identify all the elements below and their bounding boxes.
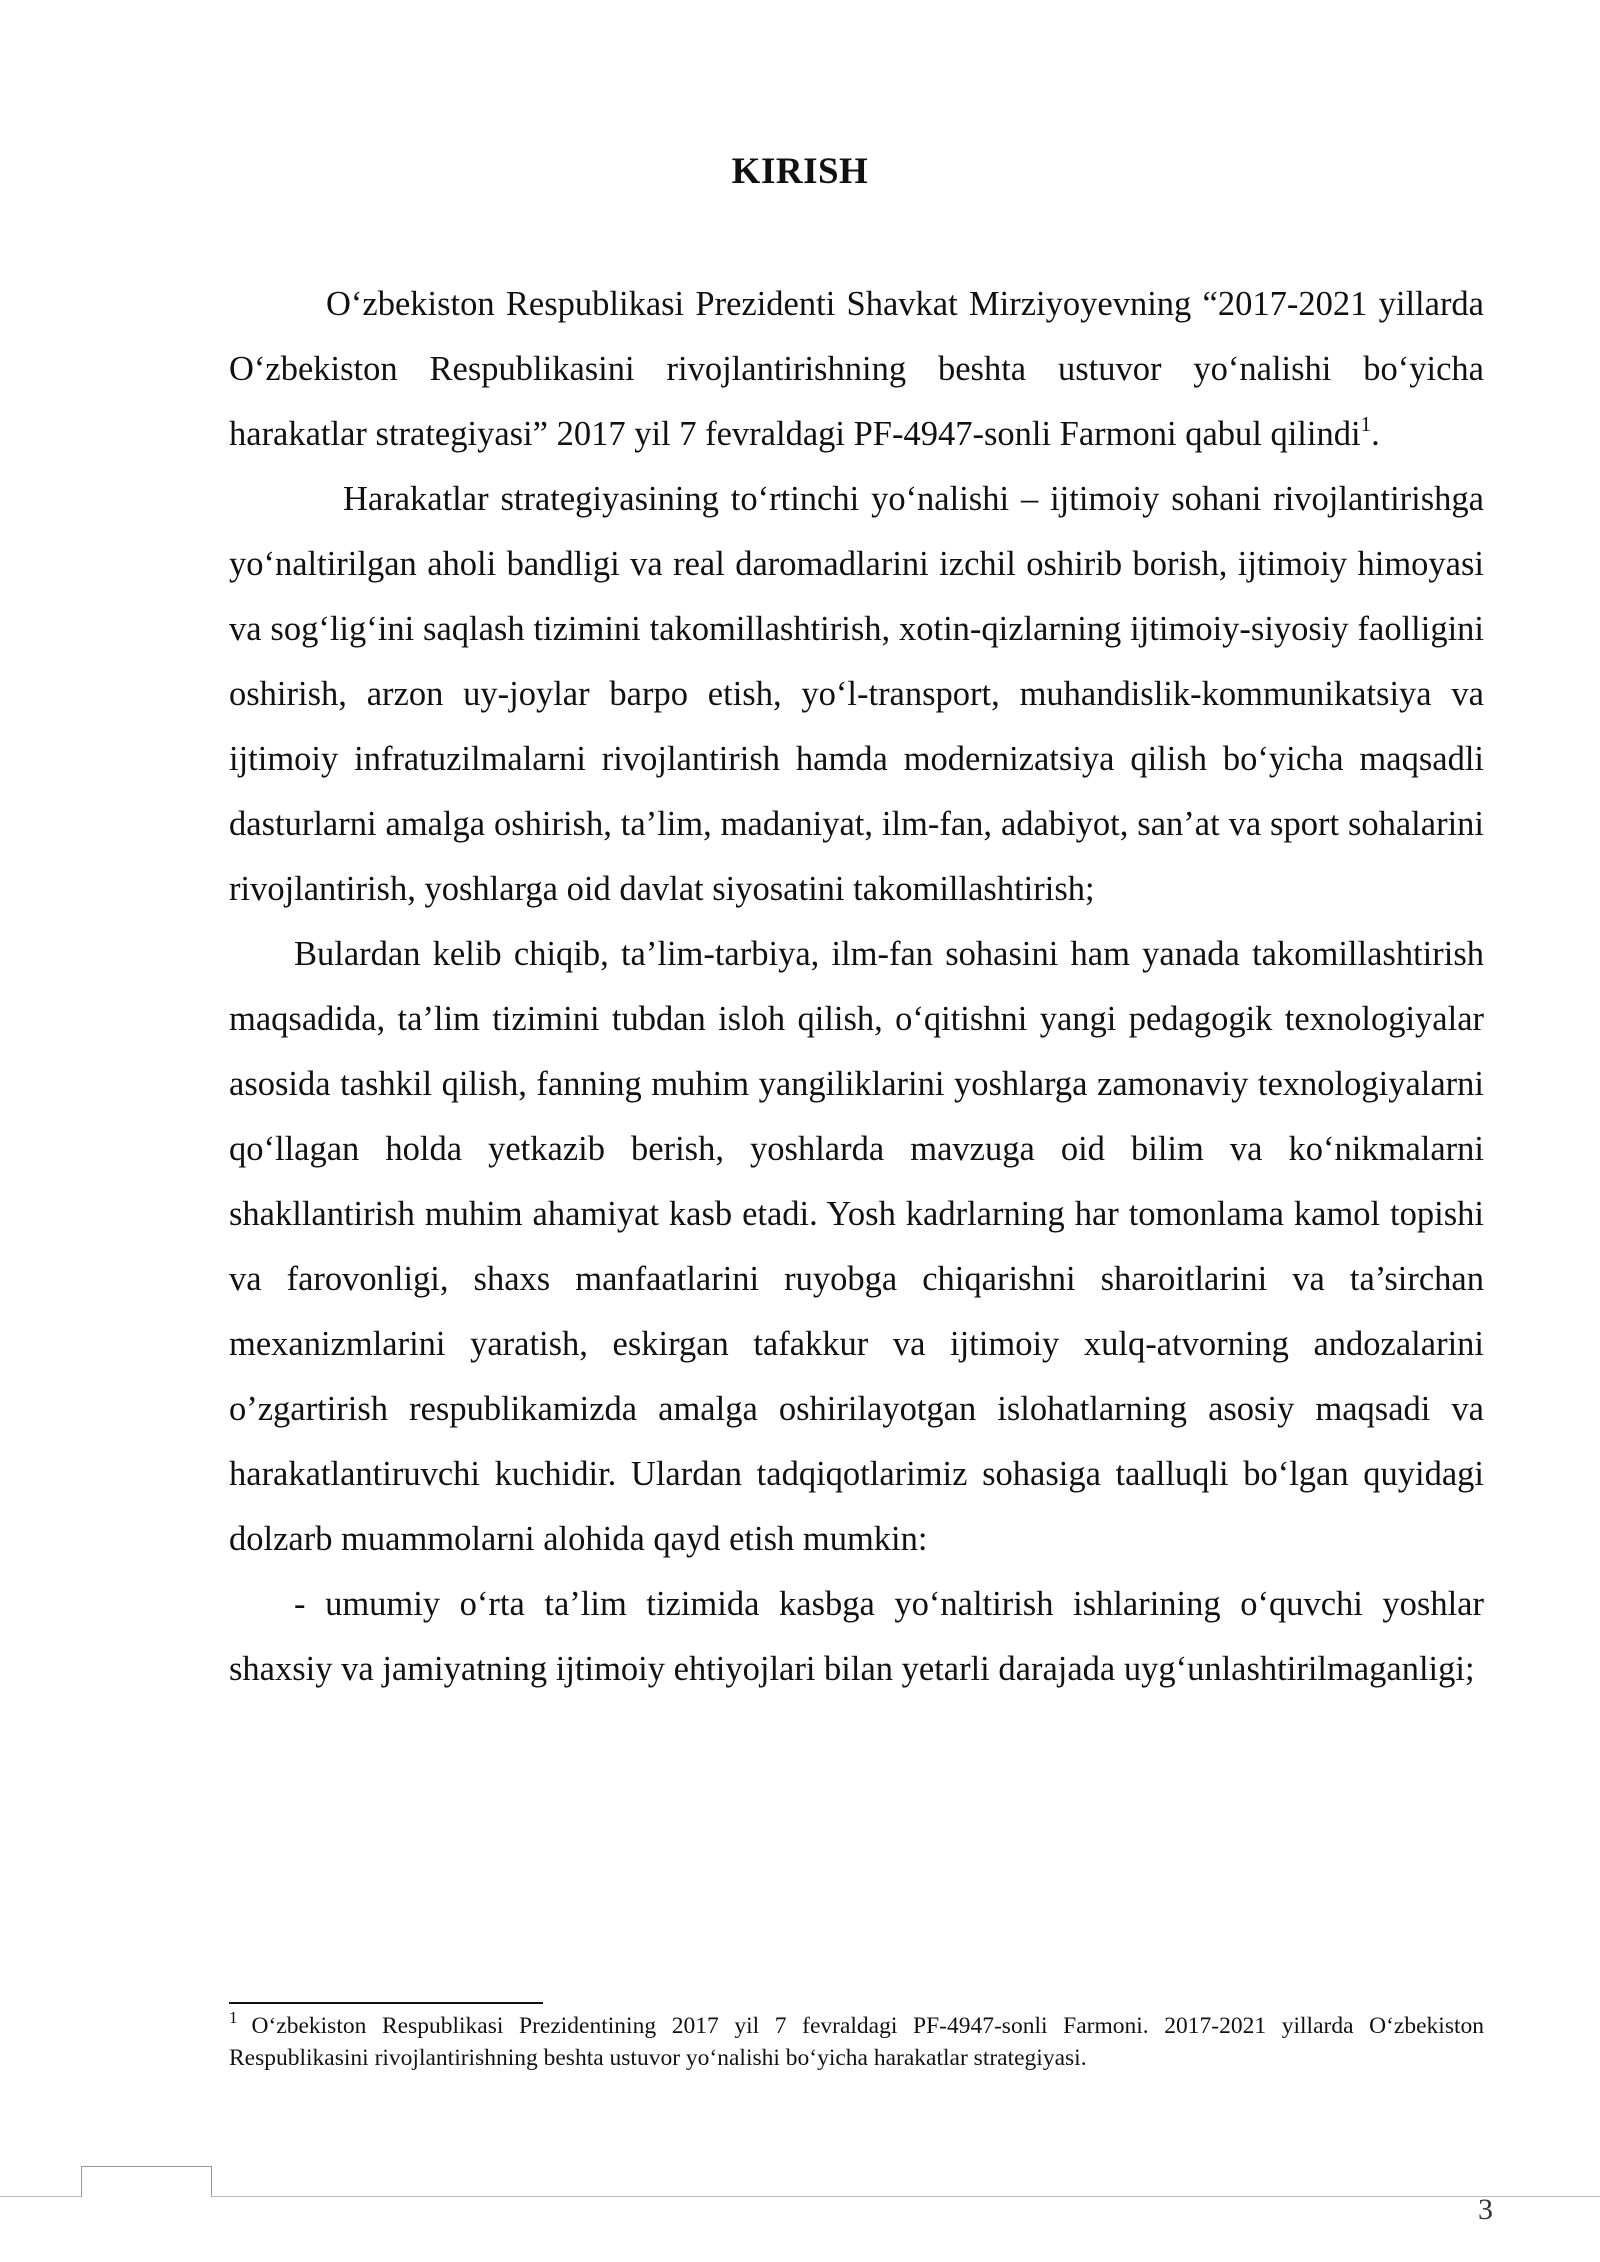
footnote-separator — [229, 2002, 543, 2004]
footnote-text: O‘zbekiston Respublikasi Prezidentining 2017 yil 7 fevraldagi PF-4947-sonli Farmoni. 2017-2021 yillarda O‘zbekiston Respublikasini rivojlantirishning beshta ustuvor yo‘nalishi bo‘yicha harakatlar strategiyasi. — [229, 2013, 1484, 2071]
page-number: 3 — [1478, 2193, 1493, 2226]
page-corner-mark — [81, 2166, 212, 2197]
document-body — [229, 272, 1484, 1702]
paragraph-intro — [229, 272, 1484, 467]
page-title: KIRISH — [731, 151, 869, 192]
page-bottom-divider — [0, 2196, 1600, 2197]
paragraph-strategy: Harakatlar strategiyasining to‘rtinchi yo‘nalishi – ijtimoiy sohani rivojlantirishga yo‘naltirilgan aholi bandligi va real daromadlarini izchil oshirib borish, ijtimoiy himoyasi va sog‘lig‘ini saqlash tizimini takomillashtirish, xotin-qizlarning ijtimoiy-siyosiy faolligini oshirish, arzon uy-joylar barpo etish, yo‘l-transport, muhandislik-kommunikatsiya va ijtimoiy infratuzilmalarni rivojlantirish hamda modernizatsiya qilish bo‘yicha maqsadli dasturlarni amalga oshirish, ta’lim, madaniyat, ilm-fan, adabiyot, san’at va sport sohalarini rivojlantirish, yoshlarga oid davlat siyosatini takomillashtirish; — [229, 480, 1484, 908]
paragraph-intro-tail: . — [1371, 415, 1380, 453]
paragraph-intro-text: O‘zbekiston Respublikasi Prezidenti Shavkat Mirziyoyevning “2017-2021 yillarda O‘zbekiston Respublikasini rivojlantirishning beshta ustuvor yo‘nalishi bo‘yicha harakatlar strategiyasi” 2017 yil 7 fevraldagi PF-4947-sonli Farmoni qabul qilindi — [229, 285, 1484, 453]
paragraph-education: Bulardan kelib chiqib, ta’lim-tarbiya, ilm-fan sohasini ham yanada takomillashtirish maqsadida, ta’lim tizimini tubdan isloh qilish, o‘qitishni yangi pedagogik texnologiyalar asosida tashkil qilish, fanning muhim yangiliklarini yoshlarga zamonaviy texnologiyalarni qo‘llagan holda yetkazib berish, yoshlarda mavzuga oid bilim va ko‘nikmalarni shakllantirish muhim ahamiyat kasb etadi. Yosh kadrlarning har tomonlama kamol topishi va farovonligi, shaxs manfaatlarini ruyobga chiqarishni sharoitlarini va ta’sirchan mexanizmlarini yaratish, eskirgan tafakkur va ijtimoiy xulq-atvorning andozalarini o’zgartirish respublikamizda amalga oshirilayotgan islohatlarning asosiy maqsadi va harakatlantiruvchi kuchidir. Ulardan tadqiqotlarimiz sohasiga taalluqli bo‘lgan quyidagi dolzarb muammolarni alohida qayd etish mumkin: — [229, 935, 1484, 1558]
footnote-reference[interactable]: 1 — [1360, 412, 1372, 436]
paragraph-problem-item: - umumiy o‘rta ta’lim tizimida kasbga yo‘naltirish ishlarining o‘quvchi yoshlar shaxsiy va jamiyatning ijtimoiy ehtiyojlari bilan yetarli darajada uyg‘unlashtirilmaganligi; — [229, 1585, 1484, 1688]
footnote-number: 1 — [229, 2008, 238, 2027]
footnote — [229, 2010, 1484, 2074]
